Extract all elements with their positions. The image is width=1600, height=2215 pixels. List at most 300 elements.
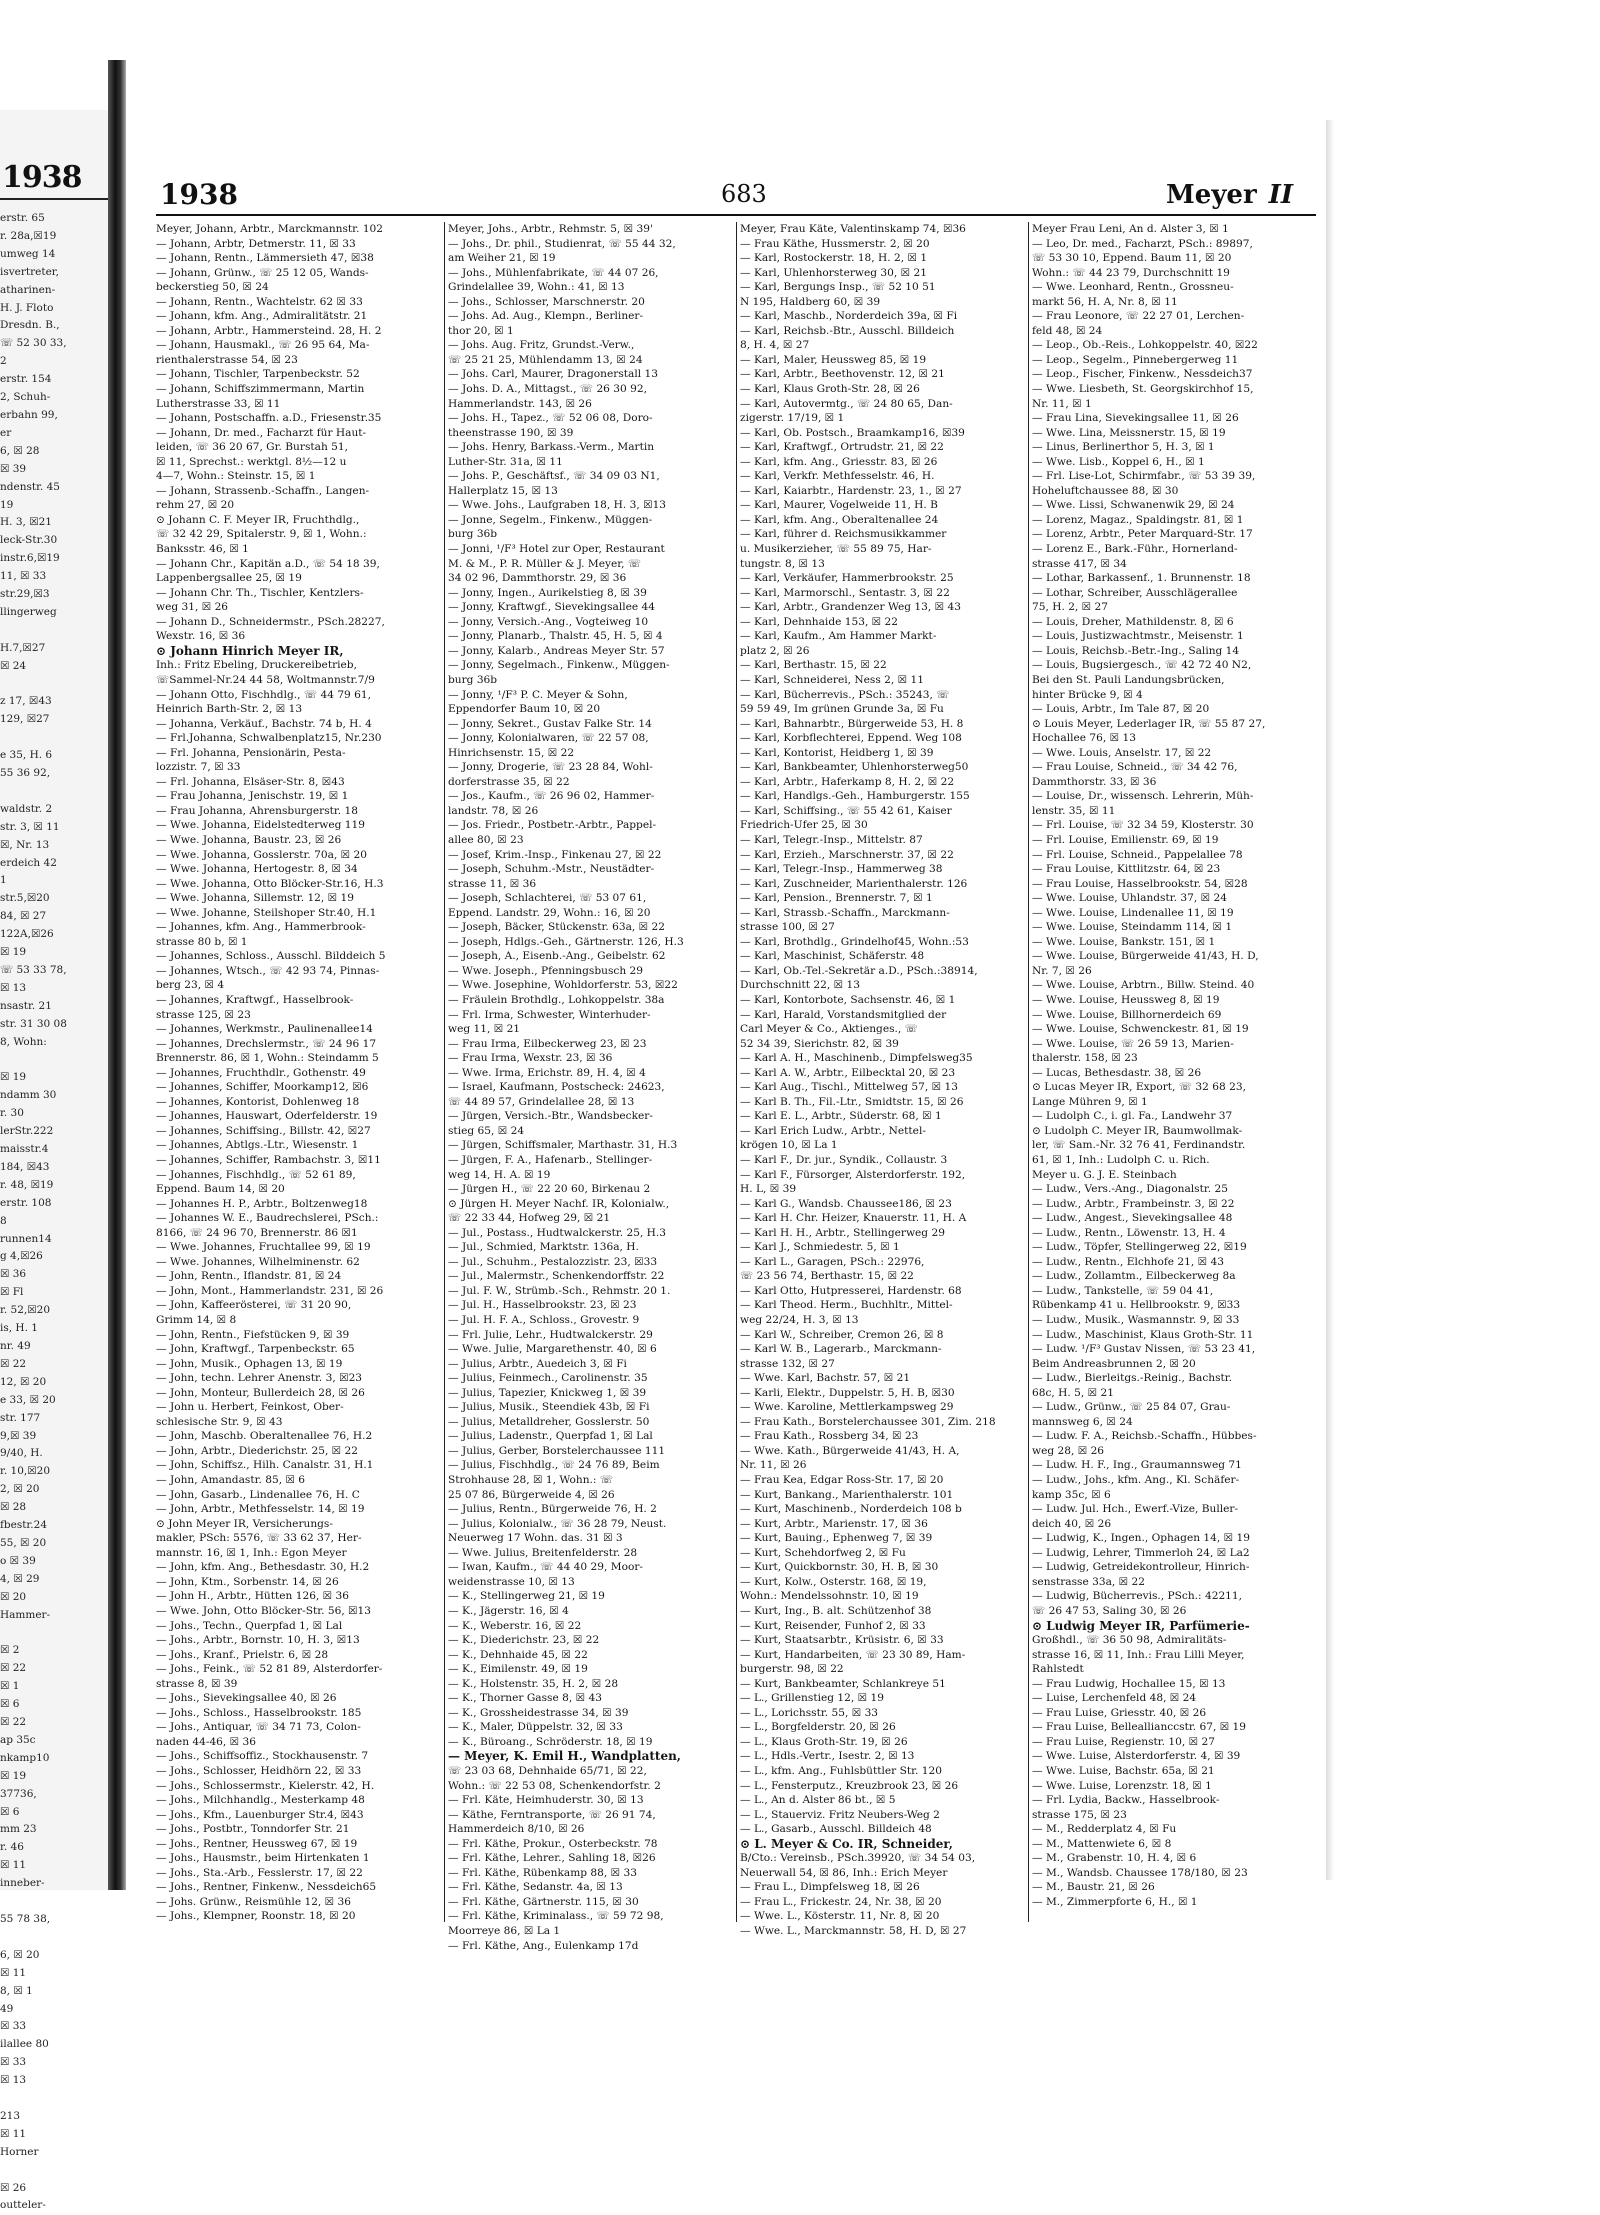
directory-entry: — Jos. Friedr., Postbetr.-Arbtr., Pappel- <box>448 819 657 832</box>
directory-entry: — Wwe. Johanne, Steilshoper Str.40, H.1 <box>156 906 377 919</box>
previous-page-line: nsastr. 21 <box>0 999 52 1012</box>
directory-entry: ☒ 11, Sprechst.: werktgl. 8½—12 u <box>156 455 347 468</box>
directory-entry: thor 20, ☒ 1 <box>448 324 514 337</box>
previous-page-line <box>0 1893 104 1911</box>
directory-entry: ☏ 25 21 25, Mühlendamm 13, ☒ 24 <box>448 353 643 366</box>
directory-entry: mannstr. 16, ☒ 1, Inh.: Egon Meyer <box>156 1546 347 1559</box>
directory-entry: — M., Redderplatz 4, ☒ Fu <box>1032 1823 1177 1836</box>
directory-entry: Hallerplatz 15, ☒ 13 <box>448 484 558 497</box>
previous-page-line: erstr. 65 <box>0 212 45 224</box>
directory-entry: — Jonny, Versich.-Ang., Vogteiweg 10 <box>448 615 649 628</box>
directory-entry: beckerstieg 50, ☒ 24 <box>156 281 269 294</box>
directory-entry: 68c, H. 5, ☒ 21 <box>1032 1386 1114 1399</box>
previous-page-line: 6, ☒ 20 <box>0 1948 40 1961</box>
directory-entry: — Johann, Hausmakl., ☏ 26 95 64, Ma- <box>156 339 370 352</box>
directory-entry: — Wwe. Louise, Lindenallee 11, ☒ 19 <box>1032 906 1234 919</box>
directory-entry: Durchschnitt 22, ☒ 13 <box>740 979 860 992</box>
column-divider <box>736 222 737 1922</box>
directory-entry: — Karl B. Th., Fil.-Ltr., Smidtstr. 15, ☒ 26 <box>740 1095 964 1108</box>
directory-entry: hinter Brücke 9, ☒ 4 <box>1032 688 1143 701</box>
directory-entry: — Karl, Handlgs.-Geh., Hamburgerstr. 155 <box>740 790 970 803</box>
directory-entry: — Johs. Ad. Aug., Klempn., Berliner- <box>448 310 644 323</box>
directory-entry: — Kurt, Quickbornstr. 30, H. B, ☒ 30 <box>740 1561 939 1574</box>
directory-entry: leiden, ☏ 36 20 67, Gr. Burstah 51, <box>156 441 348 454</box>
previous-page-line: 9,☒ 39 <box>0 1429 37 1442</box>
directory-entry: — Frl. Käthe, Ang., Eulenkamp 17d <box>448 1939 639 1952</box>
directory-entry: — John, Kaffeerösterei, ☏ 31 20 90, <box>156 1299 352 1312</box>
previous-page-line: r. 46 <box>0 1841 24 1854</box>
previous-page-line <box>0 2090 104 2108</box>
directory-entry: — Käthe, Ferntransporte, ☏ 26 91 74, <box>448 1808 656 1821</box>
previous-page-line <box>0 1929 104 1947</box>
directory-entry: — Ludw., Rentn., Löwenstr. 13, H. 4 <box>1032 1226 1226 1239</box>
directory-entry: — Karl, Kraftwgf., Ortrudstr. 21, ☒ 22 <box>740 441 944 454</box>
directory-entry: dorferstrasse 35, ☒ 22 <box>448 775 570 788</box>
previous-page-line: 2, ☒ 20 <box>0 1483 40 1496</box>
directory-entry: — Joseph, A., Eisenb.-Ang., Geibelstr. 62 <box>448 950 666 963</box>
directory-entry: — Wwe. Johs., Laufgraben 18, H. 3, ☒13 <box>448 499 667 512</box>
directory-entry: Eppend. Baum 14, ☒ 20 <box>156 1183 285 1196</box>
directory-entry: — Julius, Arbtr., Auedeich 3, ☒ Fi <box>448 1357 627 1370</box>
directory-column-1 <box>156 222 440 1942</box>
previous-page-line: 37736, <box>0 1787 37 1800</box>
directory-entry: — Kurt, Bauing., Ephenweg 7, ☒ 39 <box>740 1532 933 1545</box>
directory-entry: — Frl.Johanna, Schwalbenplatz15, Nr.230 <box>156 732 382 745</box>
directory-entry: — Ludwig, Lehrer, Timmerloh 24, ☒ La2 <box>1032 1546 1250 1559</box>
directory-entry: — Lothar, Schreiber, Ausschlägerallee <box>1032 586 1238 599</box>
directory-entry: — Frl. Käthe, Rübenkamp 88, ☒ 33 <box>448 1866 637 1879</box>
directory-entry: — Frau Leonore, ☏ 22 27 01, Lerchen- <box>1032 310 1245 323</box>
directory-entry: strasse 132, ☒ 27 <box>740 1357 835 1370</box>
previous-page-line: erstr. 154 <box>0 373 52 386</box>
directory-entry: Brennerstr. 86, ☒ 1, Wohn.: Steindamm 5 <box>156 1052 379 1065</box>
previous-page-line: ☒ 6 <box>0 1698 20 1711</box>
previous-page-line: 9/40, H. <box>0 1447 43 1460</box>
directory-entry: — Leop., Segelm., Pinnebergerweg 11 <box>1032 353 1239 366</box>
directory-entry: — Karl Theod. Herm., Buchhltr., Mittel- <box>740 1299 953 1312</box>
running-title-name: Meyer <box>1166 180 1257 210</box>
directory-entry: — Jürgen H., ☏ 22 20 60, Birkenau 2 <box>448 1183 651 1196</box>
previous-page-edge <box>0 110 108 2212</box>
directory-entry: — Wwe. Julie, Margarethenstr. 40, ☒ 6 <box>448 1343 657 1356</box>
directory-entry: — Wwe. Josephine, Wohldorferstr. 53, ☒22 <box>448 979 678 992</box>
directory-entry: — Johann, kfm. Ang., Admiralitätstr. 21 <box>156 310 368 323</box>
directory-entry: — Ludw., Angest., Sievekingsallee 48 <box>1032 1212 1233 1225</box>
directory-entry: — Karli, Elektr., Duppelstr. 5, H. B, ☒30 <box>740 1386 955 1399</box>
directory-entry: — Frl. Louise, Emilienstr. 69, ☒ 19 <box>1032 833 1219 846</box>
directory-entry: ☏ 22 33 44, Hofweg 29, ☒ 21 <box>448 1212 611 1225</box>
directory-entry: — Karl, Telegr.-Insp., Hammerweg 38 <box>740 863 943 876</box>
directory-entry: — Frau Louise, Hasselbrookstr. 54, ☒28 <box>1032 877 1248 890</box>
previous-page-line: ☒ 1 <box>0 1680 20 1693</box>
directory-entry: — Karl, Bergungs Insp., ☏ 52 10 51 <box>740 281 936 294</box>
previous-page-line: H.7,☒27 <box>0 641 46 654</box>
directory-entry: Grimm 14, ☒ 8 <box>156 1314 237 1327</box>
directory-entry: — Frl. Louise, Schneid., Pappelallee 78 <box>1032 848 1243 861</box>
directory-entry: — Karl, Pension., Brennerstr. 7, ☒ 1 <box>740 892 933 905</box>
previous-page-line: 129, ☒27 <box>0 713 50 726</box>
directory-entry: — Frl. Johanna, Pensionärin, Pesta- <box>156 746 346 759</box>
directory-entry: — Julius, Fischhdlg., ☏ 24 76 89, Beim <box>448 1459 660 1472</box>
directory-entry: — Frau Louise, Schneid., ☏ 34 42 76, <box>1032 761 1238 774</box>
directory-entry: strasse 417, ☒ 34 <box>1032 557 1127 570</box>
directory-entry: — Wwe. Johanna, Gosslerstr. 70a, ☒ 20 <box>156 848 368 861</box>
directory-entry: ⊙ L. Meyer & Co. IR, Schneider, <box>740 1836 953 1851</box>
previous-page-line: ☒ Fl <box>0 1286 24 1299</box>
directory-entry: — Iwan, Kaufm., ☏ 44 40 29, Moor- <box>448 1561 643 1574</box>
directory-entry: 25 07 86, Bürgerweide 4, ☒ 26 <box>448 1488 615 1501</box>
directory-entry: — L., kfm. Ang., Fuhlsbüttler Str. 120 <box>740 1764 942 1777</box>
directory-entry: — Ludw., Töpfer, Stellingerweg 22, ☒19 <box>1032 1241 1247 1254</box>
directory-entry: — Julius, Rentn., Bürgerweide 76, H. 2 <box>448 1503 657 1516</box>
directory-entry: — Wwe. Lina, Meissnerstr. 15, ☒ 19 <box>1032 426 1226 439</box>
directory-entry: ☏ 26 47 53, Saling 30, ☒ 26 <box>1032 1604 1187 1617</box>
directory-entry: — Kurt, Handarbeiten, ☏ 23 30 89, Ham- <box>740 1648 966 1661</box>
directory-entry: — Karl, Uhlenhorsterweg 30, ☒ 21 <box>740 266 927 279</box>
previous-page-year: 1938 <box>2 160 82 195</box>
previous-page-line: 1 <box>0 874 7 887</box>
directory-entry: — Joseph, Schuhm.-Mstr., Neustädter- <box>448 863 655 876</box>
directory-entry: weg 31, ☒ 26 <box>156 601 229 614</box>
directory-entry: — Wwe. Luise, Alsterdorferstr. 4, ☒ 39 <box>1032 1750 1241 1763</box>
directory-entry: — Karl, Erzieh., Marschnerstr. 37, ☒ 22 <box>740 848 954 861</box>
directory-entry: — Wwe. Julius, Breitenfelderstr. 28 <box>448 1546 638 1559</box>
previous-page-line: ☒ 11 <box>0 1966 27 1979</box>
directory-entry: theenstrasse 190, ☒ 39 <box>448 426 574 439</box>
directory-entry: 52 34 39, Sierichstr. 82, ☒ 39 <box>740 1037 899 1050</box>
directory-entry: — Jonny, Sekret., Gustav Falke Str. 14 <box>448 717 652 730</box>
directory-entry: Hammerdeich 8/10, ☒ 26 <box>448 1823 585 1836</box>
directory-entry: — Louise, Dr., wissensch. Lehrerin, Müh- <box>1032 790 1254 803</box>
directory-entry: — Wwe. Johannes, Fruchtallee 99, ☒ 19 <box>156 1241 371 1254</box>
directory-entry: — Ludolph C., i. gl. Fa., Landwehr 37 <box>1032 1110 1233 1123</box>
directory-entry: — Lorenz, Magaz., Spaldingstr. 81, ☒ 1 <box>1032 513 1244 526</box>
directory-entry: ler, ☏ Sam.-Nr. 32 76 41, Ferdinandstr. <box>1032 1139 1246 1152</box>
directory-entry: weg 22/24, H. 3, ☒ 13 <box>740 1314 859 1327</box>
directory-entry: — K., Thorner Gasse 8, ☒ 43 <box>448 1692 602 1705</box>
directory-entry: — John, Maschb. Oberaltenallee 76, H.2 <box>156 1430 373 1443</box>
directory-entry: — Karl L., Garagen, PSch.: 22976, <box>740 1255 925 1268</box>
directory-entry: Eppendorfer Baum 10, ☒ 20 <box>448 703 601 716</box>
directory-entry: — Wwe. Louise, Bankstr. 151, ☒ 1 <box>1032 935 1216 948</box>
directory-entry: — Frl. Louise, ☏ 32 34 59, Klosterstr. 30 <box>1032 819 1254 832</box>
directory-entry: Inh.: Fritz Ebeling, Druckereibetrieb, <box>156 659 357 672</box>
directory-entry: — Karl, Rostockerstr. 18, H. 2, ☒ 1 <box>740 252 928 265</box>
directory-entry: — Jürgen, Versich.-Btr., Wandsbecker- <box>448 1110 653 1123</box>
directory-entry: — John, Rentn., Iflandstr. 81, ☒ 24 <box>156 1270 342 1283</box>
directory-entry: — Wwe. Louise, Arbtrn., Billw. Steind. 40 <box>1032 979 1255 992</box>
directory-entry: lenstr. 35, ☒ 11 <box>1032 804 1116 817</box>
directory-entry: Lutherstrasse 33, ☒ 11 <box>156 397 281 410</box>
directory-entry: — John H., Arbtr., Hütten 126, ☒ 36 <box>156 1590 350 1603</box>
previous-page-line <box>0 676 104 694</box>
previous-page-line: erbahn 99, <box>0 408 58 421</box>
directory-entry: — Johannes W. E., Baudrechslerei, PSch.: <box>156 1212 379 1225</box>
directory-entry: — Karl, Kaiarbtr., Hardenstr. 23, 1., ☒ 27 <box>740 484 962 497</box>
directory-entry: Carl Meyer & Co., Aktienges., ☏ <box>740 1023 918 1036</box>
previous-page-line: atharinen- <box>0 283 56 296</box>
previous-page-line: Dresdn. B., <box>0 319 60 332</box>
directory-entry: — Jul., Schmied, Marktstr. 136a, H. <box>448 1241 639 1254</box>
directory-entry: — Wwe. Louise, Billhornerdeich 69 <box>1032 1008 1222 1021</box>
directory-entry: Neuerwall 54, ☒ 86, Inh.: Erich Meyer <box>740 1866 948 1879</box>
directory-entry: strasse 175, ☒ 23 <box>1032 1808 1127 1821</box>
directory-entry: — Karl G., Wandsb. Chaussee186, ☒ 23 <box>740 1197 952 1210</box>
directory-entry: — Johanna, Verkäuf., Bachstr. 74 b, H. 4 <box>156 717 372 730</box>
directory-entry: — John, Kraftwgf., Tarpenbeckstr. 65 <box>156 1343 355 1356</box>
directory-entry: — Kurt, Schehdorfweg 2, ☒ Fu <box>740 1546 906 1559</box>
directory-entry: ⊙ Lucas Meyer IR, Export, ☏ 32 68 23, <box>1032 1081 1246 1094</box>
directory-entry: B/Cto.: Vereinsb., PSch.39920, ☏ 34 54 03, <box>740 1852 976 1865</box>
page-number: 683 <box>721 180 767 208</box>
directory-entry: — Johs., Schlosser, Heidhörn 22, ☒ 33 <box>156 1764 362 1777</box>
header-rule <box>156 214 1316 216</box>
directory-entry: — Jonny, Kolonialwaren, ☏ 22 57 08, <box>448 732 649 745</box>
directory-entry: stieg 65, ☒ 24 <box>448 1124 525 1137</box>
directory-entry: — Karl, Maschb., Norderdeich 39a, ☒ Fi <box>740 310 958 323</box>
directory-entry: — Louis, Bugsiergesch., ☏ 42 72 40 N2, <box>1032 659 1252 672</box>
directory-entry: — Frl. Käte, Heimhuderstr. 30, ☒ 13 <box>448 1794 644 1807</box>
directory-entry: — Johann, Postschaffn. a.D., Friesenstr.35 <box>156 412 382 425</box>
directory-entry: — Meyer, K. Emil H., Wandplatten, <box>448 1749 681 1764</box>
directory-entry: — Johs., Hausmstr., beim Hirtenkaten 1 <box>156 1852 370 1865</box>
directory-entry: — Wwe. L., Marckmannstr. 58, H. D, ☒ 27 <box>740 1924 967 1937</box>
directory-entry: — Wwe. Johanna, Otto Blöcker-Str.16, H.3 <box>156 877 384 890</box>
previous-page-line: 55 78 38, <box>0 1912 51 1925</box>
directory-entry: — Karl Otto, Hutpresserei, Hardenstr. 68 <box>740 1284 962 1297</box>
directory-entry: — Ludw., Tankstelle, ☏ 59 04 41, <box>1032 1284 1214 1297</box>
directory-entry: — Kurt, Bankang., Marienthalerstr. 101 <box>740 1488 954 1501</box>
previous-page-line: str. 31 30 08 <box>0 1017 67 1030</box>
directory-entry: — M., Wandsb. Chaussee 178/180, ☒ 23 <box>1032 1866 1248 1879</box>
directory-entry: — Johann, Arbtr., Hammersteind. 28, H. 2 <box>156 324 382 337</box>
directory-entry: — M., Baustr. 21, ☒ 26 <box>1032 1881 1155 1894</box>
directory-entry: — Frau Kea, Edgar Ross-Str. 17, ☒ 20 <box>740 1474 944 1487</box>
directory-entry: — Johs., Sievekingsallee 40, ☒ 26 <box>156 1692 337 1705</box>
directory-entry: — Johs., Techn., Querpfad 1, ☒ Lal <box>156 1619 343 1632</box>
directory-entry: — Karl, Ob. Postsch., Braamkamp16, ☒39 <box>740 426 965 439</box>
directory-entry: — Johs., Postbtr., Tonndorfer Str. 21 <box>156 1823 350 1836</box>
directory-entry: — Wwe. Johanna, Sillemstr. 12, ☒ 19 <box>156 892 355 905</box>
previous-page-line: r. 48, ☒19 <box>0 1178 54 1191</box>
directory-entry: zigerstr. 17/19, ☒ 1 <box>740 412 845 425</box>
directory-entry: Hochallee 76, ☒ 13 <box>1032 732 1136 745</box>
previous-page-line: ap 35c <box>0 1733 36 1746</box>
directory-entry: Heinrich Barth-Str. 2, ☒ 13 <box>156 703 303 716</box>
directory-entry: Banksstr. 46, ☒ 1 <box>156 543 249 556</box>
directory-entry: — Karl E. L., Arbtr., Süderstr. 68, ☒ 1 <box>740 1110 942 1123</box>
directory-entry: Meyer, Johann, Arbtr., Marckmannstr. 102 <box>156 223 384 235</box>
directory-entry: — John u. Herbert, Feinkost, Ober- <box>156 1401 344 1414</box>
directory-entry: — L., Lorichsstr. 55, ☒ 33 <box>740 1706 879 1719</box>
directory-entry: — Frau Johanna, Jenischstr. 19, ☒ 1 <box>156 790 349 803</box>
directory-entry: Grindelallee 39, Wohn.: 41, ☒ 13 <box>448 281 625 294</box>
directory-entry: berg 23, ☒ 4 <box>156 979 225 992</box>
directory-entry: — Julius, Musik., Steendiek 43b, ☒ Fi <box>448 1401 650 1414</box>
directory-entry: — Ludw., Rentn., Elchhofe 21, ☒ 43 <box>1032 1255 1224 1268</box>
directory-entry: — Kurt, Bankbeamter, Schlankreye 51 <box>740 1677 946 1690</box>
directory-entry: Meyer Frau Leni, An d. Alster 3, ☒ 1 <box>1032 223 1229 235</box>
directory-entry: — Karl, Berthastr. 15, ☒ 22 <box>740 659 887 672</box>
directory-entry: Wexstr. 16, ☒ 36 <box>156 630 246 643</box>
page-edge-shadow <box>1326 120 1334 1880</box>
directory-entry: — Ludw. ¹/F³ Gustav Nissen, ☏ 53 23 41, <box>1032 1343 1256 1356</box>
previous-page-line: ☒ 22 <box>0 1662 27 1675</box>
directory-entry: — Ludw., Musik., Wasmannstr. 9, ☒ 33 <box>1032 1314 1240 1327</box>
previous-page-line: 84, ☒ 27 <box>0 910 47 923</box>
directory-entry: — Frl. Lise-Lot, Schirmfabr., ☏ 53 39 39, <box>1032 470 1256 483</box>
directory-entry: deich 40, ☒ 26 <box>1032 1517 1112 1530</box>
directory-column-2 <box>448 222 732 1952</box>
directory-entry: — Johann, Grünw., ☏ 25 12 05, Wands- <box>156 266 369 279</box>
directory-entry: ⊙ John Meyer IR, Versicherungs- <box>156 1517 333 1530</box>
directory-entry: tungstr. 8, ☒ 13 <box>740 557 825 570</box>
directory-entry: Wohn.: ☏ 44 23 79, Durchschnitt 19 <box>1032 266 1230 279</box>
directory-entry: strasse 8, ☒ 39 <box>156 1677 238 1690</box>
previous-page-line: ☒, Nr. 13 <box>0 838 50 851</box>
directory-entry: — Wwe. Johannes, Wilhelminenstr. 62 <box>156 1255 360 1268</box>
directory-entry: H. L, ☒ 39 <box>740 1183 797 1196</box>
directory-entry: — Johannes, Schiffer, Rambachstr. 3, ☒11 <box>156 1154 381 1166</box>
directory-entry: 8166, ☏ 24 96 70, Brennerstr. 86 ☒1 <box>156 1226 358 1239</box>
directory-column-4 <box>1032 222 1316 1942</box>
directory-entry: — K., Jägerstr. 16, ☒ 4 <box>448 1604 569 1617</box>
directory-entry: — Karl Aug., Tischl., Mittelweg 57, ☒ 13 <box>740 1081 958 1094</box>
previous-page-line: instr.6,☒19 <box>0 552 60 565</box>
directory-entry: — Karl, Kontorist, Heidberg 1, ☒ 39 <box>740 746 934 759</box>
directory-entry: — Johs., Schlossermstr., Kielerstr. 42, H. <box>156 1779 375 1792</box>
previous-page-line: erstr. 108 <box>0 1196 52 1209</box>
directory-entry: — K., Holstenstr. 35, H. 2, ☒ 28 <box>448 1677 619 1690</box>
previous-page-line: r. 52,☒20 <box>0 1304 51 1317</box>
previous-page-line <box>0 729 104 747</box>
directory-entry: — Johs., Kranf., Prielstr. 6, ☒ 28 <box>156 1648 329 1661</box>
directory-entry: — Jonny, Drogerie, ☏ 23 28 84, Wohl- <box>448 761 653 774</box>
directory-entry: — Karl A. H., Maschinenb., Dimpfelsweg35 <box>740 1052 973 1065</box>
directory-entry: landstr. 78, ☒ 26 <box>448 804 539 817</box>
directory-entry: — Wwe. Louise, Heussweg 8, ☒ 19 <box>1032 993 1220 1006</box>
directory-entry: — Karl, Maurer, Vogelweide 11, H. B <box>740 499 938 512</box>
directory-entry: Rübenkamp 41 u. Hellbrookstr. 9, ☒33 <box>1032 1299 1241 1312</box>
directory-entry: — Wwe. L., Kösterstr. 11, Nr. 8, ☒ 20 <box>740 1910 940 1923</box>
directory-entry: Hoheluftchaussee 88, ☒ 30 <box>1032 484 1179 497</box>
previous-page-line: str.5,☒20 <box>0 892 50 905</box>
directory-entry: — L., Hdls.-Vertr., Isestr. 2, ☒ 13 <box>740 1750 915 1763</box>
previous-page-line: 213 <box>0 2109 21 2122</box>
directory-entry: — Jonny, Kraftwgf., Sievekingsallee 44 <box>448 601 656 614</box>
directory-entry: — John, Musik., Ophagen 13, ☒ 19 <box>156 1357 343 1370</box>
previous-page-line: 55 36 92, <box>0 767 51 780</box>
directory-entry: 61, ☒ 1, Inh.: Ludolph C. u. Rich. <box>1032 1154 1210 1166</box>
directory-entry: — Karl, Marmorschl., Sentastr. 3, ☒ 22 <box>740 586 950 599</box>
directory-entry: — Karl, Schiffsing., ☏ 55 42 61, Kaiser <box>740 804 952 817</box>
directory-entry: — Kurt, Reisender, Funhof 2, ☒ 33 <box>740 1619 926 1632</box>
directory-entry: Rahlstedt <box>1032 1663 1084 1676</box>
directory-entry: — L., Grillenstieg 12, ☒ 19 <box>740 1692 884 1705</box>
previous-page-line: nkamp10 <box>0 1751 50 1764</box>
previous-page-line: runnen14 <box>0 1232 52 1245</box>
directory-entry: Dammthorstr. 33, ☒ 36 <box>1032 775 1157 788</box>
previous-page-line: mm 23 <box>0 1823 37 1836</box>
page-running-title <box>1166 180 1293 210</box>
directory-entry: — Lorenz, Arbtr., Peter Marquard-Str. 17 <box>1032 528 1253 541</box>
column-divider <box>1028 222 1029 1922</box>
directory-entry: — Karl, Bahnarbtr., Bürgerweide 53, H. 8 <box>740 717 964 730</box>
directory-entry: — Karl, Arbtr., Beethovenstr. 12, ☒ 21 <box>740 368 945 381</box>
directory-entry: — Jul. F. W., Strümb.-Sch., Rehmstr. 20 1. <box>448 1284 671 1297</box>
directory-entry: — K., Dehnhaide 45, ☒ 22 <box>448 1648 588 1661</box>
directory-entry: — Kurt, Arbtr., Marienstr. 17, ☒ 36 <box>740 1517 928 1530</box>
directory-entry: Großhdl., ☏ 36 50 98, Admiralitäts- <box>1032 1634 1227 1647</box>
previous-page-line: 122A,☒26 <box>0 928 54 941</box>
directory-entry: Moorreye 86, ☒ La 1 <box>448 1924 561 1937</box>
directory-entry: — Louis, Arbtr., Im Tale 87, ☒ 20 <box>1032 703 1210 716</box>
directory-entry: — Johann, Arbtr, Detmerstr. 11, ☒ 33 <box>156 237 356 250</box>
directory-entry: — Karl, führer d. Reichsmusikkammer <box>740 528 947 541</box>
directory-entry: — Julius, Kolonialw., ☏ 36 28 79, Neust. <box>448 1517 667 1530</box>
previous-page-line: 55, ☒ 20 <box>0 1536 47 1549</box>
previous-page-line: lerStr.222 <box>0 1125 54 1138</box>
directory-entry: Eppend. Landstr. 29, Wohn.: 16, ☒ 20 <box>448 906 651 919</box>
directory-entry: — Wwe. Luise, Lorenzstr. 18, ☒ 1 <box>1032 1779 1212 1792</box>
directory-entry: makler, PSch: 5576, ☏ 33 62 37, Her- <box>156 1532 362 1545</box>
directory-entry: Luther-Str. 31a, ☒ 11 <box>448 455 563 468</box>
directory-entry: — Jonny, Planarb., Thalstr. 45, H. 5, ☒ 4 <box>448 630 663 643</box>
directory-entry: — Karl, Verkäufer, Hammerbrookstr. 25 <box>740 572 954 585</box>
directory-entry: — Kurt, Staatsarbtr., Krüsistr. 6, ☒ 33 <box>740 1634 944 1647</box>
directory-entry: — Karl, Arbtr., Grandenzer Weg 13, ☒ 43 <box>740 601 961 614</box>
previous-page-line <box>0 783 104 801</box>
directory-entry: — Karl J., Schmiedestr. 5, ☒ 1 <box>740 1241 900 1254</box>
directory-entry: — Johs., Rentner, Finkenw., Nessdeich65 <box>156 1881 377 1894</box>
directory-entry: — Kurt, Maschinenb., Norderdeich 108 b <box>740 1503 962 1516</box>
directory-entry: Wohn.: ☏ 22 53 08, Schenkendorfstr. 2 <box>448 1779 661 1792</box>
directory-entry: — Jul., Schuhm., Pestalozzistr. 23, ☒33 <box>448 1255 658 1268</box>
directory-entry: — John, Schiffsz., Hilh. Canalstr. 31, H.1 <box>156 1459 374 1472</box>
directory-entry: — Ludwig, K., Ingen., Ophagen 14, ☒ 19 <box>1032 1532 1250 1545</box>
directory-entry: — L., Borgfelderstr. 20, ☒ 26 <box>740 1721 896 1734</box>
directory-entry: — Johs., Milchhandlg., Mesterkamp 48 <box>156 1794 365 1807</box>
previous-page-line: 8, ☒ 1 <box>0 1984 33 1997</box>
directory-entry: — Johann Chr. Th., Tischler, Kentzlers- <box>156 586 364 599</box>
previous-page-line: 8, Wohn: <box>0 1035 47 1048</box>
previous-page-line: 2 <box>0 355 7 368</box>
directory-entry: — Johann, Dr. med., Facharzt für Haut- <box>156 426 367 439</box>
directory-entry: — Wwe. Karl, Bachstr. 57, ☒ 21 <box>740 1372 911 1385</box>
directory-entry: — Jonne, Segelm., Finkenw., Müggen- <box>448 513 653 526</box>
directory-entry: — Jul., Malermstr., Schenkendorffstr. 22 <box>448 1270 665 1283</box>
directory-entry: — Wwe. Louise, Schwenckestr. 81, ☒ 19 <box>1032 1023 1249 1036</box>
directory-entry: ⊙ Louis Meyer, Lederlager IR, ☏ 55 87 27, <box>1032 717 1266 730</box>
directory-entry: — Jonni, ¹/F³ Hotel zur Oper, Restaurant <box>448 543 665 556</box>
previous-page-line: 12, ☒ 20 <box>0 1375 47 1388</box>
directory-entry: senstrasse 33a, ☒ 22 <box>1032 1575 1145 1588</box>
directory-entry: ☏ 44 89 57, Grindelallee 28, ☒ 13 <box>448 1095 635 1108</box>
previous-page-line: str. 3, ☒ 11 <box>0 820 60 833</box>
directory-entry: — Frl. Käthe, Prokur., Osterbeckstr. 78 <box>448 1837 658 1850</box>
previous-page-line: ☒ 13 <box>0 2074 27 2087</box>
previous-page-line <box>0 1625 104 1643</box>
previous-page-line: 11, ☒ 33 <box>0 570 47 583</box>
directory-entry: — Ludwig, Getreidekontrolleur, Hinrich- <box>1032 1561 1250 1574</box>
previous-page-line: ☏ 52 30 33, <box>0 337 67 350</box>
directory-entry: — Jonny, Kalarb., Andreas Meyer Str. 57 <box>448 644 665 657</box>
directory-entry: — K., Weberstr. 16, ☒ 22 <box>448 1619 582 1632</box>
previous-page-line: ilallee 80 <box>0 2038 49 2051</box>
directory-entry: Meyer u. G. J. E. Steinbach <box>1032 1168 1177 1181</box>
directory-entry: — Karl, Schneiderei, Ness 2, ☒ 11 <box>740 673 924 686</box>
previous-page-line: ☒ 24 <box>0 659 27 672</box>
